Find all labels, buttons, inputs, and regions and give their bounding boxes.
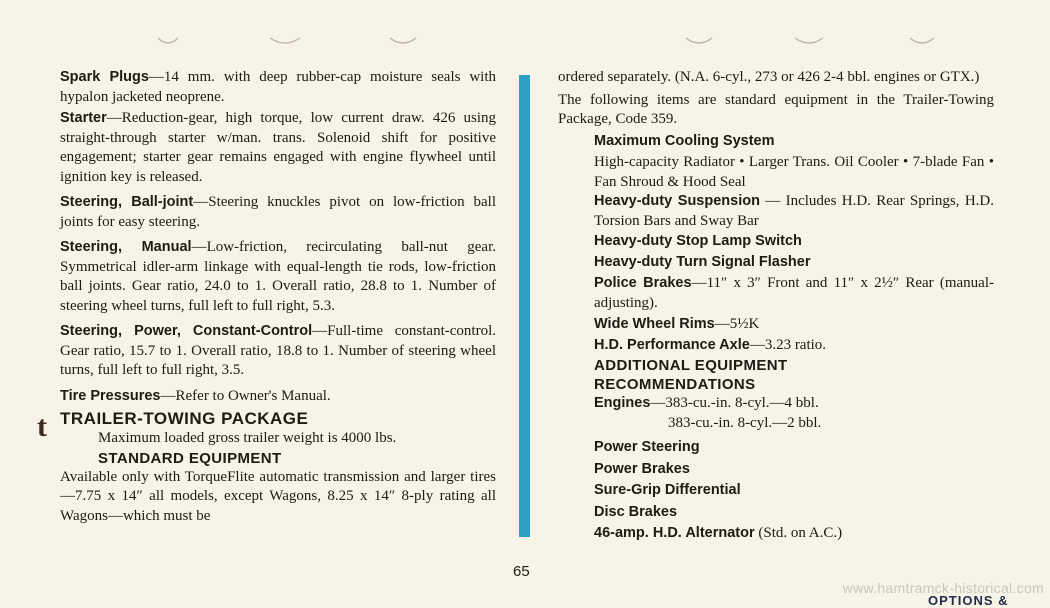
availability-text: Available only with TorqueFlite automatic transmission and larger tires—7.75 x 14″ all models, except Wagons, 8.25 x 14″ 8-ply rating all Wagons—which must be bbox=[60, 468, 496, 524]
desc-performance-axle: —3.23 ratio. bbox=[749, 336, 827, 353]
desc-police-brakes: —11″ x 3″ Front and 11″ x 2½″ Rear (manual-adjusting). bbox=[594, 275, 994, 311]
page-number: 65 bbox=[513, 563, 530, 580]
right-column bbox=[558, 68, 994, 544]
desc-alternator: (Std. on A.C.) bbox=[754, 525, 843, 541]
trailer-towing-heading: TRAILER-TOWING PACKAGE bbox=[60, 409, 309, 428]
continued-text: ordered separately. (N.A. 6-cyl., 273 or 426 2-4 bbl. engines or GTX.) bbox=[558, 69, 980, 85]
term-steering-manual: Steering, Manual bbox=[60, 239, 192, 255]
spec-steering-ball-joint bbox=[60, 193, 496, 232]
column-divider-bar bbox=[519, 75, 530, 537]
engines-option-2: 383-cu.-in. 8-cyl.—2 bbl. bbox=[668, 414, 822, 431]
site-watermark: www.hamtramck-historical.com bbox=[842, 580, 1044, 596]
term-spark-plugs: Spark Plugs bbox=[60, 69, 149, 85]
binder-hole-marks bbox=[0, 30, 1050, 54]
desc-engines-1: —383-cu.-in. 8-cyl.—4 bbl. bbox=[650, 395, 819, 411]
binder-mark bbox=[910, 38, 934, 43]
max-trailer-weight: Maximum loaded gross trailer weight is 4000 lbs. bbox=[98, 430, 397, 446]
binder-mark bbox=[158, 38, 178, 43]
term-tire-pressures: Tire Pressures bbox=[60, 387, 161, 404]
turn-signal-flasher: Heavy-duty Turn Signal Flasher bbox=[594, 253, 811, 270]
term-suspension: Heavy-duty Suspension bbox=[594, 193, 760, 209]
left-column bbox=[60, 68, 496, 526]
spec-steering-power bbox=[60, 322, 496, 381]
term-alternator: 46-amp. H.D. Alternator bbox=[594, 525, 755, 541]
standard-equipment-heading: STANDARD EQUIPMENT bbox=[98, 449, 282, 467]
performance-axle-item bbox=[558, 336, 994, 356]
alternator-item bbox=[558, 524, 994, 544]
recommendations-heading: RECOMMENDATIONS bbox=[594, 376, 756, 393]
power-steering: Power Steering bbox=[594, 439, 700, 455]
desc-steering-power: —Full-time constant-control. Gear ratio, 15.7 to 1. Overall ratio, 18.8 to 1. Number of steering wheel turns, full left to full right, 3.5. bbox=[60, 323, 496, 378]
spec-steering-manual bbox=[60, 238, 496, 316]
spec-starter bbox=[60, 109, 496, 187]
term-engines: Engines bbox=[594, 395, 651, 411]
spec-spark-plugs bbox=[60, 68, 496, 107]
disc-brakes: Disc Brakes bbox=[594, 503, 678, 520]
term-wheel-rims: Wide Wheel Rims bbox=[594, 316, 715, 332]
term-steering-power: Steering, Power, Constant-Control bbox=[60, 323, 313, 339]
section-tab-text: OPTIONS & bbox=[928, 593, 1009, 608]
binder-mark bbox=[390, 38, 416, 43]
term-performance-axle: H.D. Performance Axle bbox=[594, 336, 750, 353]
cooling-system-heading: Maximum Cooling System bbox=[594, 132, 775, 149]
term-starter: Starter bbox=[60, 110, 107, 126]
desc-starter: —Reduction-gear, high torque, low current draw. 426 using straight-through starter w/man. trans. Solenoid shift for positive engagement; starter gear remains engaged with engine flywheel until ignition key is released. bbox=[60, 110, 496, 185]
cooling-system-text: High-capacity Radiator • Larger Trans. Oil Cooler • 7-blade Fan • Fan Shroud & Hood Seal bbox=[594, 154, 994, 190]
desc-spark-plugs: —14 mm. with deep rubber-cap moisture seals with hypalon jacketed neoprene. bbox=[60, 69, 496, 105]
spec-tire-pressures bbox=[60, 387, 496, 407]
stop-lamp-switch: Heavy-duty Stop Lamp Switch bbox=[594, 233, 802, 249]
term-steering-ball-joint: Steering, Ball-joint bbox=[60, 194, 194, 210]
margin-mark: t bbox=[37, 410, 47, 443]
police-brakes-item bbox=[558, 274, 994, 313]
desc-wheel-rims: —5½K bbox=[714, 316, 760, 332]
following-items-text: The following items are standard equipment in the Trailer-Towing Package, Code 359. bbox=[558, 91, 994, 127]
desc-steering-ball-joint: —Steering knuckles pivot on low-friction ball joints for easy steering. bbox=[60, 194, 497, 230]
binder-mark bbox=[270, 38, 300, 43]
binder-mark bbox=[686, 38, 712, 43]
power-brakes: Power Brakes bbox=[594, 460, 690, 477]
engines-item bbox=[558, 394, 994, 414]
desc-tire-pressures: —Refer to Owner's Manual. bbox=[160, 387, 331, 404]
term-police-brakes: Police Brakes bbox=[594, 275, 692, 291]
sure-grip-differential: Sure-Grip Differential bbox=[594, 482, 741, 498]
desc-suspension: — Includes H.D. Rear Springs, H.D. Torsion Bars and Sway Bar bbox=[594, 193, 994, 229]
desc-steering-manual: —Low-friction, recirculating ball-nut gear. Symmetrical idler-arm linkage with equal-length tie rods, low-friction ball joints. Gear ratio, 24.0 to 1. Overall ratio, 28.8 to 1. Number of steering wheel turns, full left to full right, 5.3. bbox=[60, 239, 496, 314]
wheel-rims-item bbox=[558, 315, 994, 335]
additional-equipment-heading: ADDITIONAL EQUIPMENT bbox=[594, 357, 788, 374]
binder-mark bbox=[795, 38, 823, 43]
suspension-item bbox=[558, 192, 994, 231]
